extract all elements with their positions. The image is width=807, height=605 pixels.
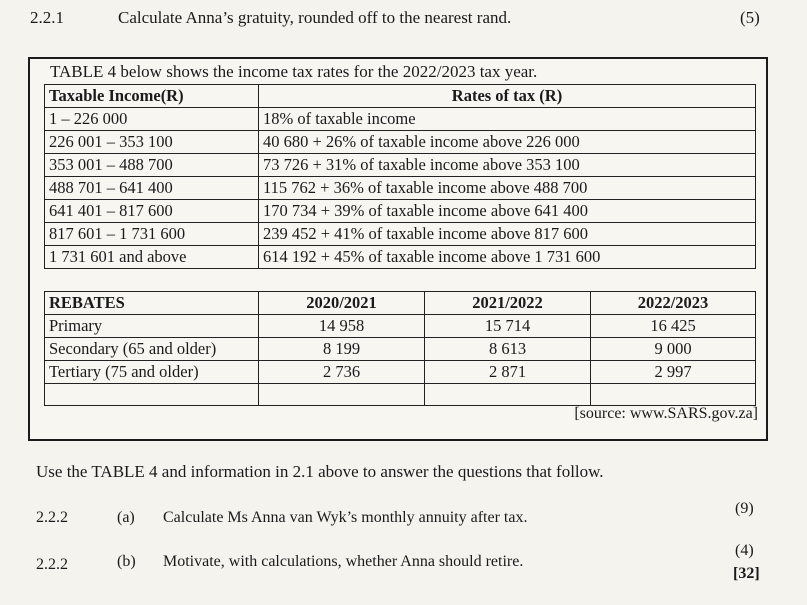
question-marks: (9)	[735, 500, 754, 517]
question-number: 2.2.2	[36, 509, 68, 526]
question-number: 2.2.2	[36, 556, 68, 573]
tax-rate-cell: 18% of taxable income	[259, 108, 756, 131]
rebate-value-cell: 2 871	[425, 361, 591, 384]
source-citation: [source: www.SARS.gov.za]	[574, 405, 758, 422]
tax-rate-cell: 239 452 + 41% of taxable income above 817 600	[259, 223, 756, 246]
tax-rates-table	[44, 84, 756, 269]
empty-cell	[259, 384, 425, 406]
column-header: REBATES	[45, 292, 259, 315]
rebate-value-cell: 9 000	[591, 338, 756, 361]
question-text: Motivate, with calculations, whether Anna should retire.	[163, 553, 524, 570]
income-bracket-cell: 641 401 – 817 600	[45, 200, 259, 223]
table-row	[45, 200, 756, 223]
column-header: 2020/2021	[259, 292, 425, 315]
income-bracket-cell: 1 – 226 000	[45, 108, 259, 131]
income-bracket-cell: 226 001 – 353 100	[45, 131, 259, 154]
question-number: 2.2.1	[30, 8, 64, 27]
table-row	[45, 338, 756, 361]
table-row	[45, 108, 756, 131]
column-header: Rates of tax (R)	[259, 85, 756, 108]
empty-cell	[45, 384, 259, 406]
tax-rate-cell: 115 762 + 36% of taxable income above 488 700	[259, 177, 756, 200]
table-row	[45, 223, 756, 246]
table-header-row	[45, 292, 756, 315]
question-marks: (5)	[740, 8, 760, 27]
rebate-value-cell: 16 425	[591, 315, 756, 338]
table-row	[45, 361, 756, 384]
tax-rate-cell: 614 192 + 45% of taxable income above 1 731 600	[259, 246, 756, 269]
income-bracket-cell: 488 701 – 641 400	[45, 177, 259, 200]
question-part: (a)	[117, 509, 135, 526]
rebate-value-cell: 2 736	[259, 361, 425, 384]
rebate-type-cell: Primary	[45, 315, 259, 338]
rebate-value-cell: 2 997	[591, 361, 756, 384]
table-row	[45, 177, 756, 200]
rebate-value-cell: 14 958	[259, 315, 425, 338]
tax-rate-cell: 170 734 + 39% of taxable income above 641 400	[259, 200, 756, 223]
table-4-box	[28, 57, 768, 441]
table-row	[45, 131, 756, 154]
question-text: Calculate Ms Anna van Wyk’s monthly annuity after tax.	[163, 509, 528, 526]
rebate-value-cell: 8 613	[425, 338, 591, 361]
total-marks: [32]	[733, 565, 760, 582]
column-header: Taxable Income(R)	[45, 85, 259, 108]
table-row	[45, 246, 756, 269]
column-header: 2022/2023	[591, 292, 756, 315]
tax-rate-cell: 73 726 + 31% of taxable income above 353 100	[259, 154, 756, 177]
income-bracket-cell: 1 731 601 and above	[45, 246, 259, 269]
income-bracket-cell: 353 001 – 488 700	[45, 154, 259, 177]
table-row	[45, 154, 756, 177]
rebate-value-cell: 8 199	[259, 338, 425, 361]
question-text: Calculate Anna’s gratuity, rounded off to the nearest rand.	[118, 8, 512, 27]
table-header-row	[45, 85, 756, 108]
question-marks: (4)	[735, 542, 754, 559]
empty-cell	[425, 384, 591, 406]
table-row	[45, 315, 756, 338]
instruction-text: Use the TABLE 4 and information in 2.1 above to answer the questions that follow.	[36, 462, 604, 481]
table-row-empty	[45, 384, 756, 406]
rebates-table	[44, 291, 756, 406]
table-caption: TABLE 4 below shows the income tax rates for the 2022/2023 tax year.	[50, 62, 538, 81]
question-part: (b)	[117, 553, 136, 570]
rebate-type-cell: Tertiary (75 and older)	[45, 361, 259, 384]
tax-rate-cell: 40 680 + 26% of taxable income above 226 000	[259, 131, 756, 154]
column-header: 2021/2022	[425, 292, 591, 315]
rebate-type-cell: Secondary (65 and older)	[45, 338, 259, 361]
rebate-value-cell: 15 714	[425, 315, 591, 338]
income-bracket-cell: 817 601 – 1 731 600	[45, 223, 259, 246]
empty-cell	[591, 384, 756, 406]
